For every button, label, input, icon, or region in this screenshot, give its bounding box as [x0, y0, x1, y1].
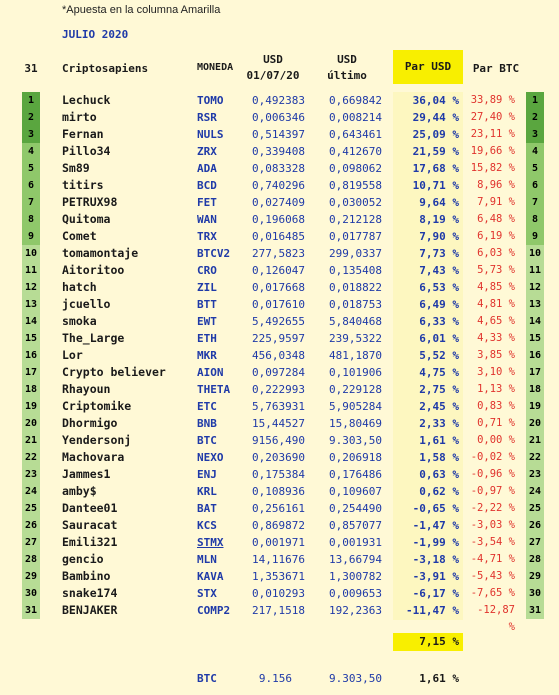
usd-last-value: 0,229128	[329, 383, 382, 396]
table-row	[0, 262, 559, 279]
rank-right: 27	[526, 534, 544, 551]
usd-last-value: 0,819558	[329, 179, 382, 192]
par-btc-value: 0,00 %	[477, 434, 515, 446]
rank-left: 14	[22, 313, 40, 330]
table-row	[0, 398, 559, 415]
usd-start-value: 0,196068	[252, 213, 305, 226]
table-row	[0, 245, 559, 262]
usd-last-value: 0,008214	[329, 111, 382, 124]
participant-name: jcuello	[62, 297, 111, 311]
header-count: 31	[24, 62, 38, 75]
rank-right: 31	[526, 602, 544, 619]
par-usd-value: 7,43 %	[419, 264, 459, 277]
par-btc-value: -0,96 %	[470, 468, 515, 480]
rank-left: 19	[22, 398, 40, 415]
coin-symbol: KAVA	[197, 570, 224, 583]
rank-right: 20	[526, 415, 544, 432]
rank-left: 15	[22, 330, 40, 347]
usd-last-value: 5,840468	[329, 315, 382, 328]
table-row	[0, 602, 559, 633]
usd-last-value: 0,001931	[329, 536, 382, 549]
par-usd-value: 6,53 %	[419, 281, 459, 294]
table-row	[0, 432, 559, 449]
par-usd-value: 7,73 %	[419, 247, 459, 260]
participant-name: Lechuck	[62, 93, 111, 107]
usd-last-value: 15,80469	[329, 417, 382, 430]
table-row	[0, 381, 559, 398]
par-btc-value: 6,19 %	[477, 230, 515, 242]
participant-name: Emili321	[62, 535, 118, 549]
participant-name: Criptomike	[62, 399, 132, 413]
table-row	[0, 466, 559, 483]
rank-right: 23	[526, 466, 544, 483]
rank-right: 13	[526, 296, 544, 313]
usd-start-value: 15,44527	[252, 417, 305, 430]
rank-left: 25	[22, 500, 40, 517]
par-btc-value: 19,66 %	[470, 145, 515, 157]
rank-right: 30	[526, 585, 544, 602]
participant-name: amby$	[62, 484, 97, 498]
participant-name: Sauracat	[62, 518, 118, 532]
rank-left: 18	[22, 381, 40, 398]
usd-start-value: 0,256161	[252, 502, 305, 515]
par-usd-value: 2,45 %	[419, 400, 459, 413]
table-row	[0, 585, 559, 602]
usd-start-value: 0,017668	[252, 281, 305, 294]
header-usd1-a: USD	[263, 53, 283, 66]
table-row	[0, 483, 559, 500]
par-btc-value: 33,89 %	[470, 94, 515, 106]
par-usd-value: -3,18 %	[412, 553, 459, 566]
rank-left: 3	[22, 126, 40, 143]
coin-symbol: STX	[197, 587, 217, 600]
rank-left: 13	[22, 296, 40, 313]
footer-usd1: 9.156	[258, 672, 292, 685]
coin-symbol: BTT	[197, 298, 217, 311]
par-btc-value: 4,65 %	[477, 315, 515, 327]
usd-start-value: 14,11676	[252, 553, 305, 566]
coin-symbol: MKR	[197, 349, 217, 362]
participant-name: mirto	[62, 110, 97, 124]
rank-left: 5	[22, 160, 40, 177]
par-btc-value: 1,13 %	[477, 383, 515, 395]
usd-last-value: 9.303,50	[329, 434, 382, 447]
footer-par-usd: 1,61 %	[419, 672, 459, 685]
usd-start-value: 0,016485	[252, 230, 305, 243]
coin-symbol: BTCV2	[197, 247, 231, 260]
rank-right: 1	[526, 92, 544, 109]
coin-symbol: BTC	[197, 434, 217, 447]
rank-left: 27	[22, 534, 40, 551]
rank-left: 26	[22, 517, 40, 534]
participant-name: Aitoritoo	[62, 263, 125, 277]
participant-name: gencio	[62, 552, 104, 566]
participant-name: Rhayoun	[62, 382, 111, 396]
usd-start-value: 456,0348	[252, 349, 305, 362]
usd-start-value: 5,763931	[252, 400, 305, 413]
rank-right: 24	[526, 483, 544, 500]
table-row	[0, 568, 559, 585]
participant-name: The_Large	[62, 331, 125, 345]
rank-right: 8	[526, 211, 544, 228]
table-row	[0, 551, 559, 568]
participant-name: Comet	[62, 229, 97, 243]
par-btc-value: -12,87 %	[477, 604, 515, 633]
participant-name: BENJAKER	[62, 603, 118, 617]
rank-left: 23	[22, 466, 40, 483]
usd-start-value: 0,869872	[252, 519, 305, 532]
rank-right: 28	[526, 551, 544, 568]
coin-symbol: ZRX	[197, 145, 217, 158]
par-usd-value: -1,99 %	[412, 536, 459, 549]
rank-right: 29	[526, 568, 544, 585]
header-usd2-a: USD	[337, 53, 357, 66]
usd-last-value: 13,66794	[329, 553, 382, 566]
usd-start-value: 0,006346	[252, 111, 305, 124]
rank-right: 3	[526, 126, 544, 143]
rank-left: 24	[22, 483, 40, 500]
coin-symbol: BCD	[197, 179, 217, 192]
rank-left: 11	[22, 262, 40, 279]
coin-symbol: KRL	[197, 485, 217, 498]
footer-usd2: 9.303,50	[329, 672, 382, 685]
rank-right: 15	[526, 330, 544, 347]
participant-name: Lor	[62, 348, 83, 362]
rank-right: 21	[526, 432, 544, 449]
usd-start-value: 0,175384	[252, 468, 305, 481]
usd-last-value: 0,176486	[329, 468, 382, 481]
rank-left: 1	[22, 92, 40, 109]
par-btc-value: 27,40 %	[470, 111, 515, 123]
usd-last-value: 1,300782	[329, 570, 382, 583]
header-coin: MONEDA	[197, 62, 234, 73]
usd-start-value: 0,126047	[252, 264, 305, 277]
month-title: JULIO 2020	[62, 28, 129, 41]
usd-start-value: 0,001971	[252, 536, 305, 549]
par-btc-value: 4,81 %	[477, 298, 515, 310]
participant-name: PETRUX98	[62, 195, 118, 209]
par-usd-value: 9,64 %	[419, 196, 459, 209]
coin-symbol: BNB	[197, 417, 217, 430]
rank-right: 26	[526, 517, 544, 534]
usd-start-value: 1,353671	[252, 570, 305, 583]
coin-symbol: ETH	[197, 332, 217, 345]
usd-last-value: 0,206918	[329, 451, 382, 464]
rank-right: 7	[526, 194, 544, 211]
coin-symbol: TOMO	[197, 94, 224, 107]
usd-last-value: 0,018822	[329, 281, 382, 294]
usd-last-value: 0,101906	[329, 366, 382, 379]
par-btc-value: -0,97 %	[470, 485, 515, 497]
rank-right: 16	[526, 347, 544, 364]
header-par-usd: Par USD	[393, 50, 463, 84]
participant-name: Pillo34	[62, 144, 111, 158]
header-usd1-b: 01/07/20	[246, 69, 300, 82]
par-usd-value: -0,65 %	[412, 502, 459, 515]
par-usd-value: 1,58 %	[419, 451, 459, 464]
coin-symbol: THETA	[197, 383, 231, 396]
rank-right: 2	[526, 109, 544, 126]
par-btc-value: -3,54 %	[470, 536, 515, 548]
coin-symbol: NULS	[197, 128, 224, 141]
rank-right: 11	[526, 262, 544, 279]
par-usd-value: 2,75 %	[419, 383, 459, 396]
par-btc-value: 23,11 %	[470, 128, 515, 140]
table-row	[0, 500, 559, 517]
par-usd-value: 5,52 %	[419, 349, 459, 362]
rank-left: 7	[22, 194, 40, 211]
total-par-usd: 7,15 %	[393, 633, 463, 651]
participant-name: Yendersonj	[62, 433, 132, 447]
coin-symbol: FET	[197, 196, 217, 209]
table-row	[0, 109, 559, 126]
usd-last-value: 0,254490	[329, 502, 382, 515]
table-row	[0, 228, 559, 245]
coin-symbol: ENJ	[197, 468, 217, 481]
rank-left: 28	[22, 551, 40, 568]
table-row	[0, 330, 559, 347]
coin-symbol: BAT	[197, 502, 217, 515]
usd-last-value: 0,643461	[329, 128, 382, 141]
usd-last-value: 0,030052	[329, 196, 382, 209]
participant-name: hatch	[62, 280, 97, 294]
coin-symbol: ETC	[197, 400, 217, 413]
usd-last-value: 0,135408	[329, 264, 382, 277]
par-usd-value: -3,91 %	[412, 570, 459, 583]
coin-symbol: EWT	[197, 315, 217, 328]
table-row	[0, 347, 559, 364]
usd-last-value: 0,412670	[329, 145, 382, 158]
table-row	[0, 126, 559, 143]
table-row	[0, 177, 559, 194]
coin-symbol: STMX	[197, 536, 224, 549]
par-btc-value: 0,71 %	[477, 417, 515, 429]
usd-start-value: 0,514397	[252, 128, 305, 141]
usd-start-value: 277,5823	[252, 247, 305, 260]
par-usd-value: -6,17 %	[412, 587, 459, 600]
table-row	[0, 534, 559, 551]
usd-last-value: 299,0337	[329, 247, 382, 260]
rank-left: 9	[22, 228, 40, 245]
rank-left: 12	[22, 279, 40, 296]
rank-right: 19	[526, 398, 544, 415]
coin-symbol: CRO	[197, 264, 217, 277]
participant-name: Dantee01	[62, 501, 118, 515]
rank-left: 4	[22, 143, 40, 160]
table-row	[0, 279, 559, 296]
par-btc-value: 0,83 %	[477, 400, 515, 412]
par-usd-value: 10,71 %	[412, 179, 459, 192]
par-btc-value: 4,33 %	[477, 332, 515, 344]
coin-symbol: WAN	[197, 213, 217, 226]
participant-name: Bambino	[62, 569, 111, 583]
table-row	[0, 211, 559, 228]
par-btc-value: 5,73 %	[477, 264, 515, 276]
participant-name: Fernan	[62, 127, 104, 141]
usd-start-value: 0,108936	[252, 485, 305, 498]
par-btc-value: -4,71 %	[470, 553, 515, 565]
usd-start-value: 0,339408	[252, 145, 305, 158]
par-btc-value: 8,96 %	[477, 179, 515, 191]
usd-last-value: 0,018753	[329, 298, 382, 311]
table-row	[0, 364, 559, 381]
usd-start-value: 9156,490	[252, 434, 305, 447]
rank-left: 10	[22, 245, 40, 262]
par-usd-value: 2,33 %	[419, 417, 459, 430]
usd-start-value: 0,740296	[252, 179, 305, 192]
coin-symbol: TRX	[197, 230, 217, 243]
header-name: Criptosapiens	[62, 62, 149, 75]
usd-start-value: 0,017610	[252, 298, 305, 311]
par-usd-value: 29,44 %	[412, 111, 459, 124]
par-btc-value: 6,48 %	[477, 213, 515, 225]
par-usd-value: 0,63 %	[419, 468, 459, 481]
usd-last-value: 192,2363	[329, 604, 382, 617]
rank-right: 22	[526, 449, 544, 466]
rank-left: 8	[22, 211, 40, 228]
rank-left: 2	[22, 109, 40, 126]
par-btc-value: 3,10 %	[477, 366, 515, 378]
table-row	[0, 517, 559, 534]
rank-right: 5	[526, 160, 544, 177]
table-row	[0, 296, 559, 313]
par-usd-value: -11,47 %	[406, 604, 459, 617]
usd-start-value: 5,492655	[252, 315, 305, 328]
usd-last-value: 0,857077	[329, 519, 382, 532]
participant-name: Crypto believer	[62, 365, 166, 379]
usd-last-value: 5,905284	[329, 400, 382, 413]
usd-last-value: 0,212128	[329, 213, 382, 226]
rank-right: 18	[526, 381, 544, 398]
rank-left: 6	[22, 177, 40, 194]
par-usd-value: 7,90 %	[419, 230, 459, 243]
usd-last-value: 0,669842	[329, 94, 382, 107]
usd-last-value: 239,5322	[329, 332, 382, 345]
usd-start-value: 225,9597	[252, 332, 305, 345]
coin-symbol: KCS	[197, 519, 217, 532]
usd-start-value: 0,097284	[252, 366, 305, 379]
participant-name: tomamontaje	[62, 246, 139, 260]
participant-name: smoka	[62, 314, 97, 328]
par-usd-value: 36,04 %	[412, 94, 459, 107]
table-row	[0, 415, 559, 432]
participant-name: Sm89	[62, 161, 90, 175]
par-btc-value: 6,03 %	[477, 247, 515, 259]
par-usd-value: 21,59 %	[412, 145, 459, 158]
header-par-btc: Par BTC	[472, 62, 520, 75]
par-usd-value: 6,01 %	[419, 332, 459, 345]
coin-symbol: AION	[197, 366, 224, 379]
coin-symbol: RSR	[197, 111, 217, 124]
par-btc-value: -3,03 %	[470, 519, 515, 531]
usd-start-value: 0,203690	[252, 451, 305, 464]
participant-name: snake174	[62, 586, 118, 600]
participant-name: Jammes1	[62, 467, 111, 481]
par-usd-value: -1,47 %	[412, 519, 459, 532]
par-usd-value: 8,19 %	[419, 213, 459, 226]
par-usd-value: 4,75 %	[419, 366, 459, 379]
usd-start-value: 0,492383	[252, 94, 305, 107]
usd-last-value: 0,009653	[329, 587, 382, 600]
usd-start-value: 0,010293	[252, 587, 305, 600]
par-btc-value: 15,82 %	[470, 162, 515, 174]
rank-right: 12	[526, 279, 544, 296]
usd-start-value: 0,083328	[252, 162, 305, 175]
participant-name: titirs	[62, 178, 104, 192]
participant-name: Quitoma	[62, 212, 111, 226]
coin-symbol: ZIL	[197, 281, 217, 294]
rank-right: 4	[526, 143, 544, 160]
rank-left: 17	[22, 364, 40, 381]
coin-symbol: NEXO	[197, 451, 224, 464]
table-row	[0, 449, 559, 466]
rank-right: 6	[526, 177, 544, 194]
par-btc-value: 7,91 %	[477, 196, 515, 208]
rank-right: 17	[526, 364, 544, 381]
par-usd-value: 0,62 %	[419, 485, 459, 498]
table-row	[0, 92, 559, 109]
participant-name: Machovara	[62, 450, 125, 464]
rank-left: 31	[22, 602, 40, 619]
par-usd-value: 17,68 %	[412, 162, 459, 175]
table-row	[0, 143, 559, 160]
footnote: *Apuesta en la columna Amarilla	[62, 4, 221, 16]
par-usd-value: 1,61 %	[419, 434, 459, 447]
usd-last-value: 481,1870	[329, 349, 382, 362]
header-usd2-b: último	[327, 69, 367, 82]
rank-left: 29	[22, 568, 40, 585]
table-row	[0, 313, 559, 330]
par-btc-value: -5,43 %	[470, 570, 515, 582]
usd-last-value: 0,109607	[329, 485, 382, 498]
rank-right: 25	[526, 500, 544, 517]
rank-left: 20	[22, 415, 40, 432]
par-btc-value: 3,85 %	[477, 349, 515, 361]
par-usd-value: 6,33 %	[419, 315, 459, 328]
par-btc-value: -2,22 %	[470, 502, 515, 514]
rank-left: 21	[22, 432, 40, 449]
par-btc-value: -0,02 %	[470, 451, 515, 463]
table-row	[0, 194, 559, 211]
par-usd-value: 25,09 %	[412, 128, 459, 141]
par-usd-value: 6,49 %	[419, 298, 459, 311]
rank-left: 22	[22, 449, 40, 466]
rank-right: 14	[526, 313, 544, 330]
coin-symbol: ADA	[197, 162, 217, 175]
rank-right: 10	[526, 245, 544, 262]
coin-symbol: COMP2	[197, 604, 231, 617]
table-row	[0, 160, 559, 177]
usd-start-value: 217,1518	[252, 604, 305, 617]
par-btc-value: 4,85 %	[477, 281, 515, 293]
coin-symbol: MLN	[197, 553, 217, 566]
usd-start-value: 0,222993	[252, 383, 305, 396]
usd-start-value: 0,027409	[252, 196, 305, 209]
rank-right: 9	[526, 228, 544, 245]
participant-name: Dhormigo	[62, 416, 118, 430]
rank-left: 16	[22, 347, 40, 364]
usd-last-value: 0,017787	[329, 230, 382, 243]
par-btc-value: -7,65 %	[470, 587, 515, 599]
usd-last-value: 0,098062	[329, 162, 382, 175]
rank-left: 30	[22, 585, 40, 602]
footer-coin: BTC	[197, 672, 217, 685]
